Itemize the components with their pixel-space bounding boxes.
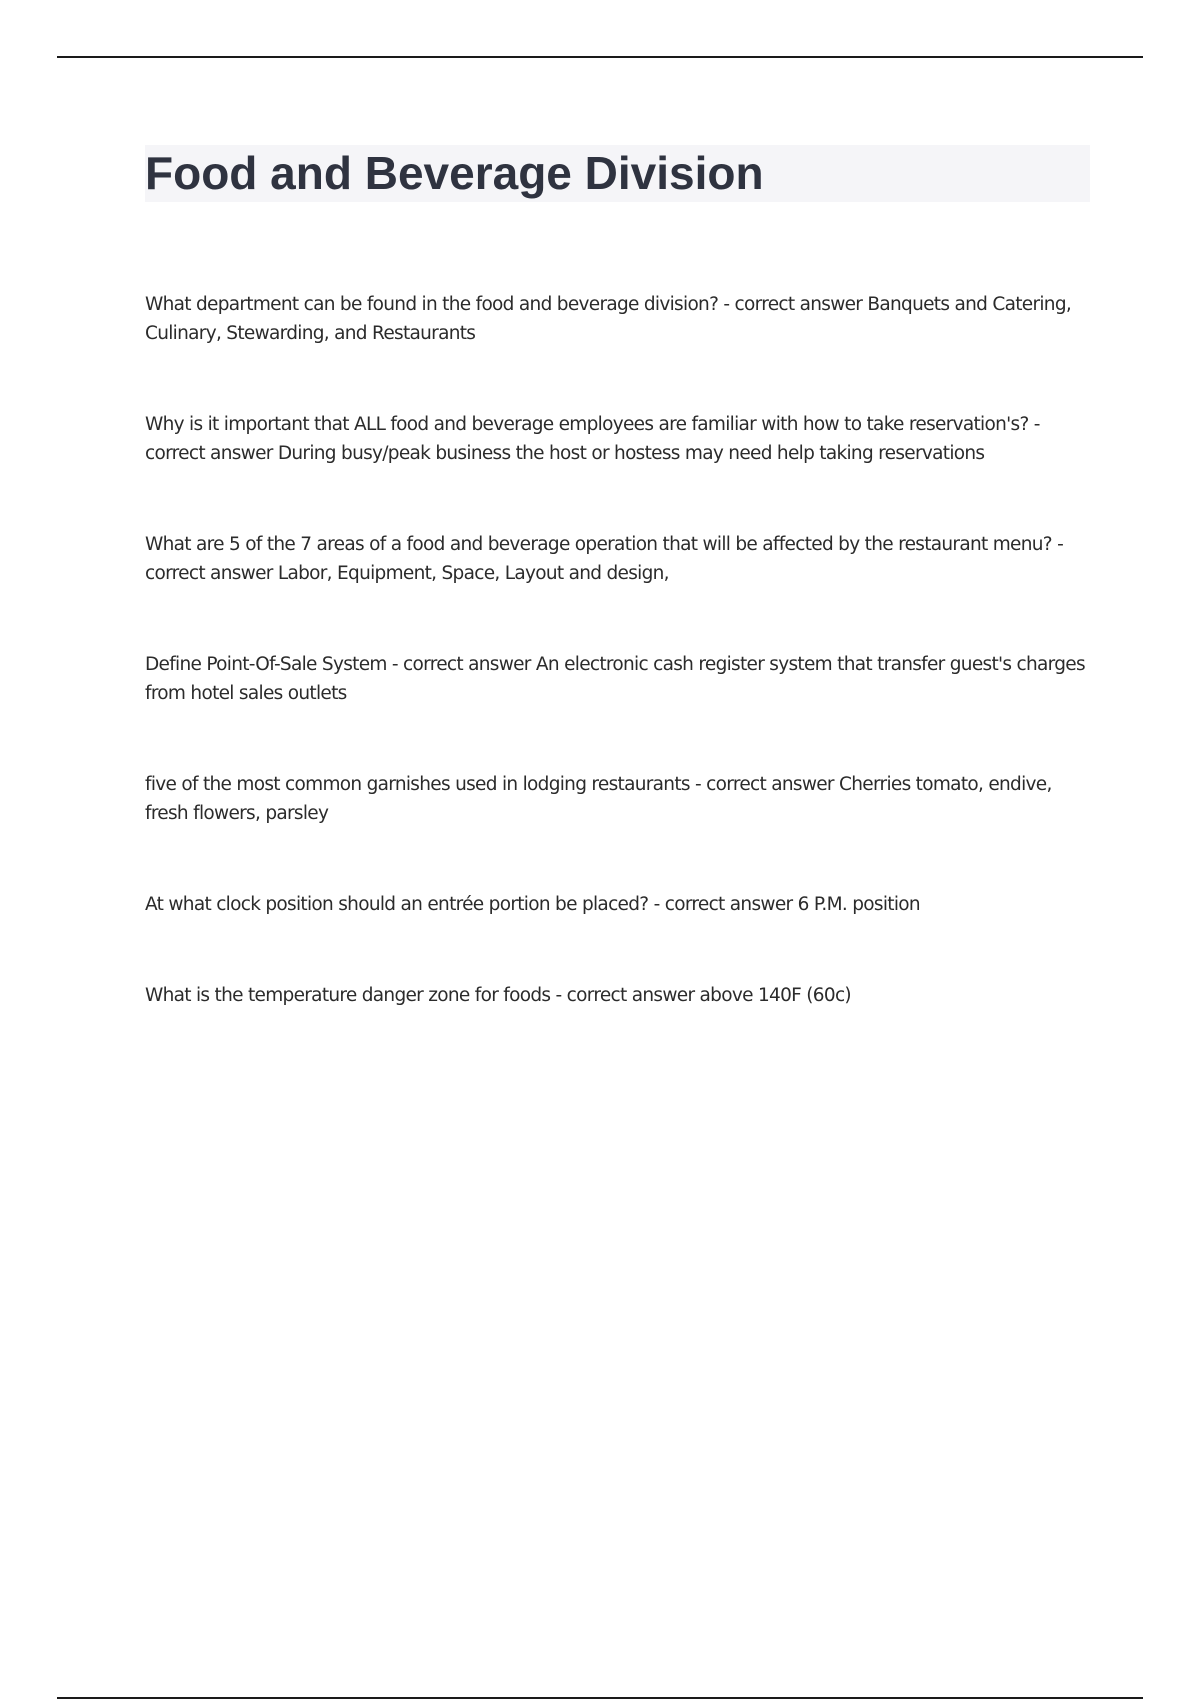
- qa-item-7: [145, 981, 1090, 1010]
- question-text: Why is it important that ALL food and beverage employees are familiar with how to take reservation's?: [145, 414, 1029, 435]
- answer-text: above 140F (60c): [699, 985, 851, 1006]
- bottom-divider: [57, 1697, 1143, 1699]
- document-title: Food and Beverage Division: [145, 147, 764, 199]
- qa-item-5: [145, 770, 1090, 828]
- qa-item-6: [145, 890, 1090, 919]
- qa-item-4: [145, 650, 1090, 708]
- question-text: five of the most common garnishes used in lodging restaurants: [145, 774, 690, 795]
- answer-separator: - correct answer: [145, 534, 1064, 584]
- answer-separator: - correct answer: [386, 654, 536, 675]
- answer-separator: - correct answer: [689, 774, 840, 795]
- answer-text: Labor, Equipment, Space, Layout and design,: [277, 563, 669, 584]
- top-divider: [57, 56, 1143, 58]
- question-text: At what clock position should an entrée portion be placed?: [145, 894, 649, 915]
- question-text: Define Point-Of-Sale System: [145, 654, 387, 675]
- qa-item-1: [145, 290, 1090, 348]
- answer-text: Banquets and Catering, Culinary, Stewarding, and Restaurants: [145, 294, 1072, 344]
- answer-separator: - correct answer: [718, 294, 868, 315]
- qa-item-2: [145, 410, 1090, 468]
- answer-text: Cherries tomato, endive, fresh flowers, parsley: [145, 774, 1052, 824]
- answer-text: During busy/peak business the host or hostess may need help taking reservations: [277, 443, 985, 464]
- question-text: What department can be found in the food and beverage division?: [145, 294, 719, 315]
- question-text: What are 5 of the 7 areas of a food and beverage operation that will be affected by the restaurant menu?: [145, 534, 1052, 555]
- answer-text: 6 P.M. position: [797, 894, 920, 915]
- answer-separator: - correct answer: [550, 985, 700, 1006]
- qa-item-3: [145, 530, 1090, 588]
- question-text: What is the temperature danger zone for foods: [145, 985, 551, 1006]
- answer-text: An electronic cash register system that transfer guest's charges from hotel sales outlets: [145, 654, 1085, 704]
- answer-separator: - correct answer: [648, 894, 798, 915]
- title-banner: [145, 145, 1090, 202]
- answer-separator: - correct answer: [145, 414, 1040, 464]
